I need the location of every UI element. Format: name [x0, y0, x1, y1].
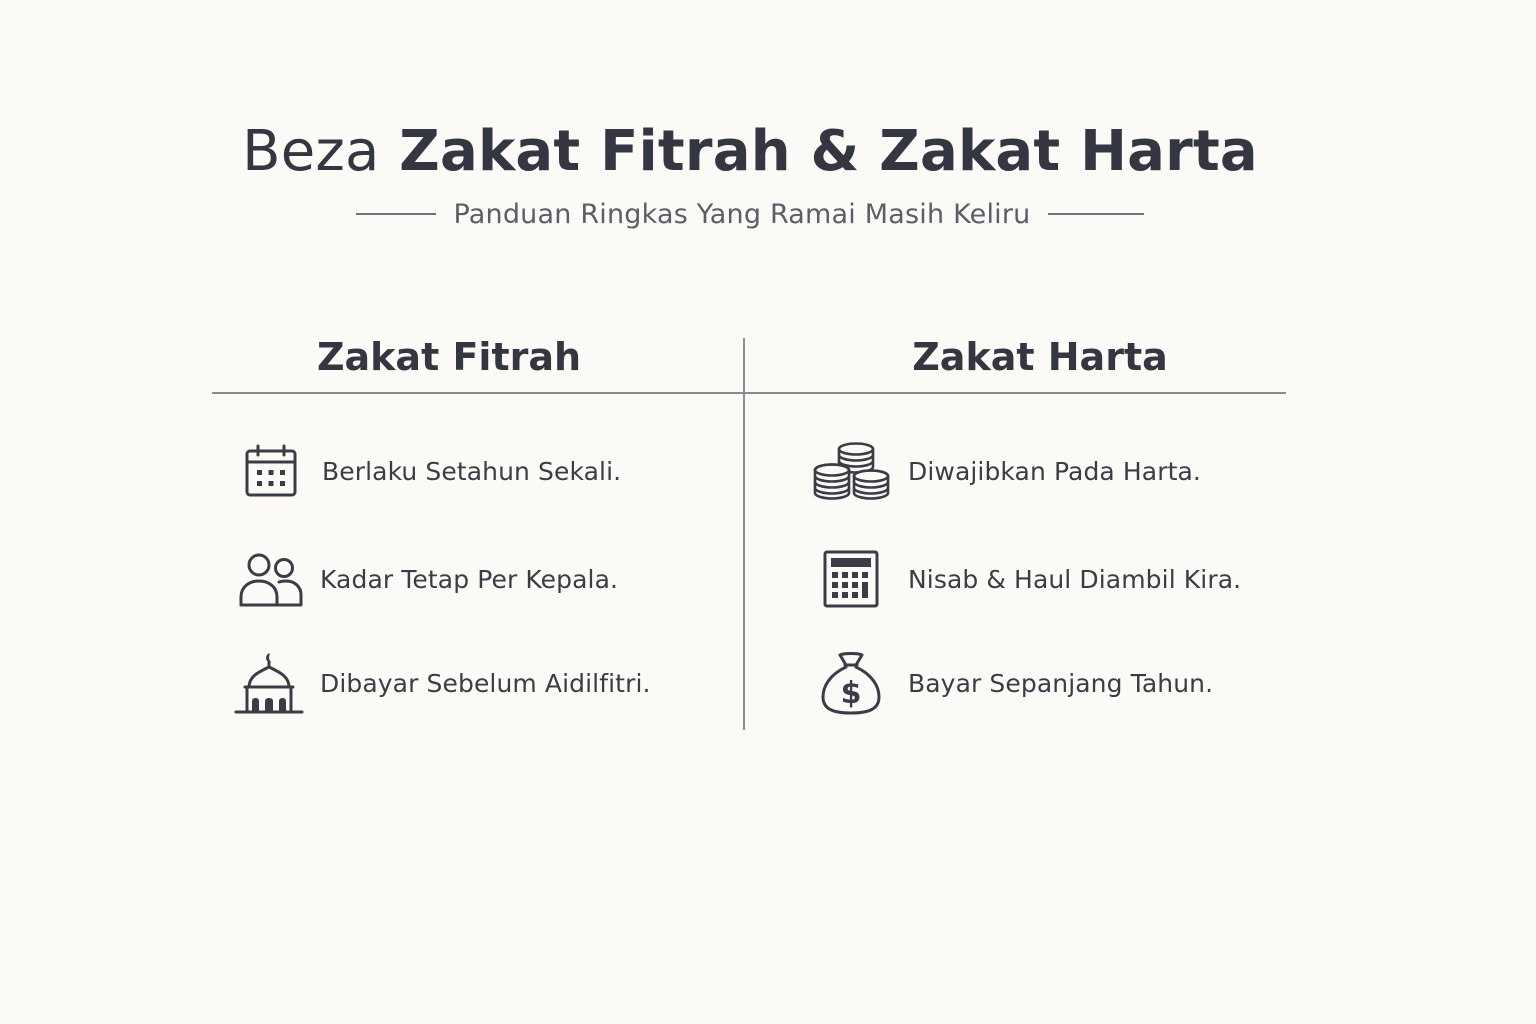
page-title-main: Zakat Fitrah & Zakat Harta	[399, 119, 1258, 184]
mosque-icon	[234, 648, 304, 718]
coins-icon	[810, 436, 894, 506]
page-title	[0, 112, 1500, 192]
list-item-text: Bayar Sepanjang Tahun.	[908, 668, 1214, 698]
page-title-prefix: Beza	[242, 119, 380, 184]
column-heading-zakat-harta: Zakat Harta	[912, 335, 1168, 379]
money-bag-icon	[816, 648, 886, 718]
list-item-text: Nisab & Haul Diambil Kira.	[908, 564, 1242, 594]
calculator-icon	[816, 544, 886, 614]
subtitle-row	[356, 196, 1144, 232]
list-item-text: Dibayar Sebelum Aidilfitri.	[320, 668, 651, 698]
list-item-text: Kadar Tetap Per Kepala.	[320, 564, 619, 594]
svg-text:$: $	[840, 676, 862, 711]
list-item-harta-1	[810, 436, 1201, 506]
subtitle-rule-left	[356, 213, 436, 215]
calendar-icon	[236, 436, 306, 506]
list-item-fitrah-3	[234, 648, 651, 718]
subtitle-rule-right	[1048, 213, 1144, 215]
list-item-harta-3	[816, 648, 1213, 718]
list-item-text: Berlaku Setahun Sekali.	[322, 456, 622, 486]
people-icon	[234, 544, 304, 614]
page-subtitle: Panduan Ringkas Yang Ramai Masih Keliru	[453, 198, 1031, 230]
list-item-fitrah-1	[236, 436, 621, 506]
list-item-fitrah-2	[234, 544, 618, 614]
list-item-harta-2	[816, 544, 1241, 614]
vertical-divider	[743, 338, 745, 730]
horizontal-divider	[212, 392, 1286, 394]
column-heading-zakat-fitrah: Zakat Fitrah	[316, 335, 582, 379]
list-item-text: Diwajibkan Pada Harta.	[908, 456, 1201, 486]
